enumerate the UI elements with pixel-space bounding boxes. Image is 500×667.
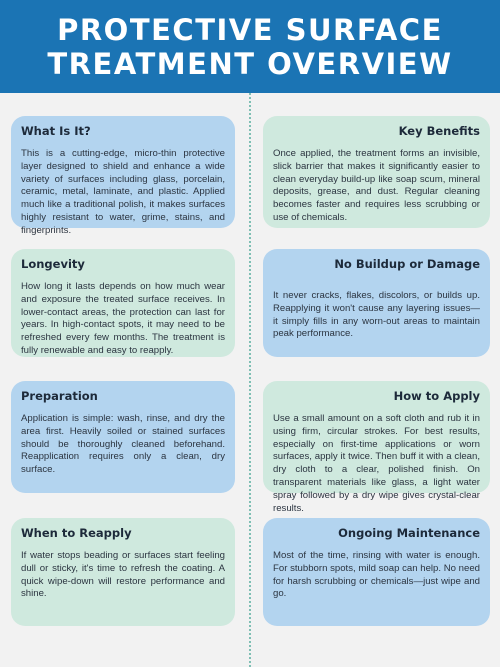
- card-how-to-apply: [263, 381, 490, 514]
- card-body-preparation: Application is simple: wash, rinse, and dry the area first. Heavily soiled or stained surfaces should be thoroughly cleaned beforehand. Reapplication requires only a clean, dry surface.: [21, 413, 225, 476]
- card-title-what-is-it: What Is It?: [21, 124, 91, 138]
- card-body-when-to-reapply: If water stops beading or surfaces start feeling dull or sticky, it's time to refresh the coating. A quick wipe-down will restore performance and shine.: [21, 550, 225, 600]
- card-body-longevity: How long it lasts depends on how much wear and exposure the treated surface receives. In lower-contact areas, the protection can last for years. In high-contact spots, it may need to be refreshed every few months. The treatment is fully renewable and easy to reapply.: [21, 281, 225, 356]
- center-divider: [249, 93, 251, 667]
- page-title-line-2: TREATMENT OVERVIEW: [47, 46, 453, 81]
- card-key-benefits: [263, 116, 490, 228]
- page-header: [0, 0, 500, 93]
- card-longevity: [11, 249, 235, 357]
- page-title-line-1: PROTECTIVE SURFACE: [57, 12, 443, 47]
- card-body-no-buildup: It never cracks, flakes, discolors, or builds up. Reapplying it won't cause any layering issues—it simply fills in any worn-out areas to maintain peak performance.: [273, 290, 480, 340]
- card-body-key-benefits: Once applied, the treatment forms an invisible, slick barrier that makes it significantly easier to clean everyday build-up like soap scum, mineral deposits, grease, and dust. Regular cleaning becomes faster and requires less scrubbing or use of chemicals.: [273, 148, 480, 223]
- card-title-no-buildup: No Buildup or Damage: [334, 257, 480, 271]
- card-body-ongoing-maintenance: Most of the time, rinsing with water is enough. For stubborn spots, mild soap can help. No need for harsh scrubbing or chemicals—just wipe and go.: [273, 550, 480, 600]
- card-preparation: [11, 381, 235, 493]
- card-ongoing-maintenance: [263, 518, 490, 626]
- card-title-when-to-reapply: When to Reapply: [21, 526, 132, 540]
- card-what-is-it: [11, 116, 235, 236]
- card-body-how-to-apply: Use a small amount on a soft cloth and rub it in using firm, circular strokes. For best results, especially on first-time applications or worn surfaces, apply it twice. Then buff it with a clean, dry cloth to a clear, polished finish. On transparent materials like glass, a light water spray followed by a dry wipe gives crystal-clear results.: [273, 413, 480, 514]
- card-title-longevity: Longevity: [21, 257, 85, 271]
- card-body-what-is-it: This is a cutting-edge, micro-thin protective layer designed to shield and enhance a wide variety of surfaces including glass, porcelain, ceramic, metal, laminate, and plastic. Applied much like a traditional polish, it makes surfaces highly resistant to water, grime, stains, and fingerprints.: [21, 148, 225, 236]
- card-when-to-reapply: [11, 518, 235, 626]
- card-title-preparation: Preparation: [21, 389, 98, 403]
- card-title-how-to-apply: How to Apply: [393, 389, 480, 403]
- card-no-buildup: [263, 249, 490, 357]
- card-title-ongoing-maintenance: Ongoing Maintenance: [338, 526, 480, 540]
- card-title-key-benefits: Key Benefits: [398, 124, 480, 138]
